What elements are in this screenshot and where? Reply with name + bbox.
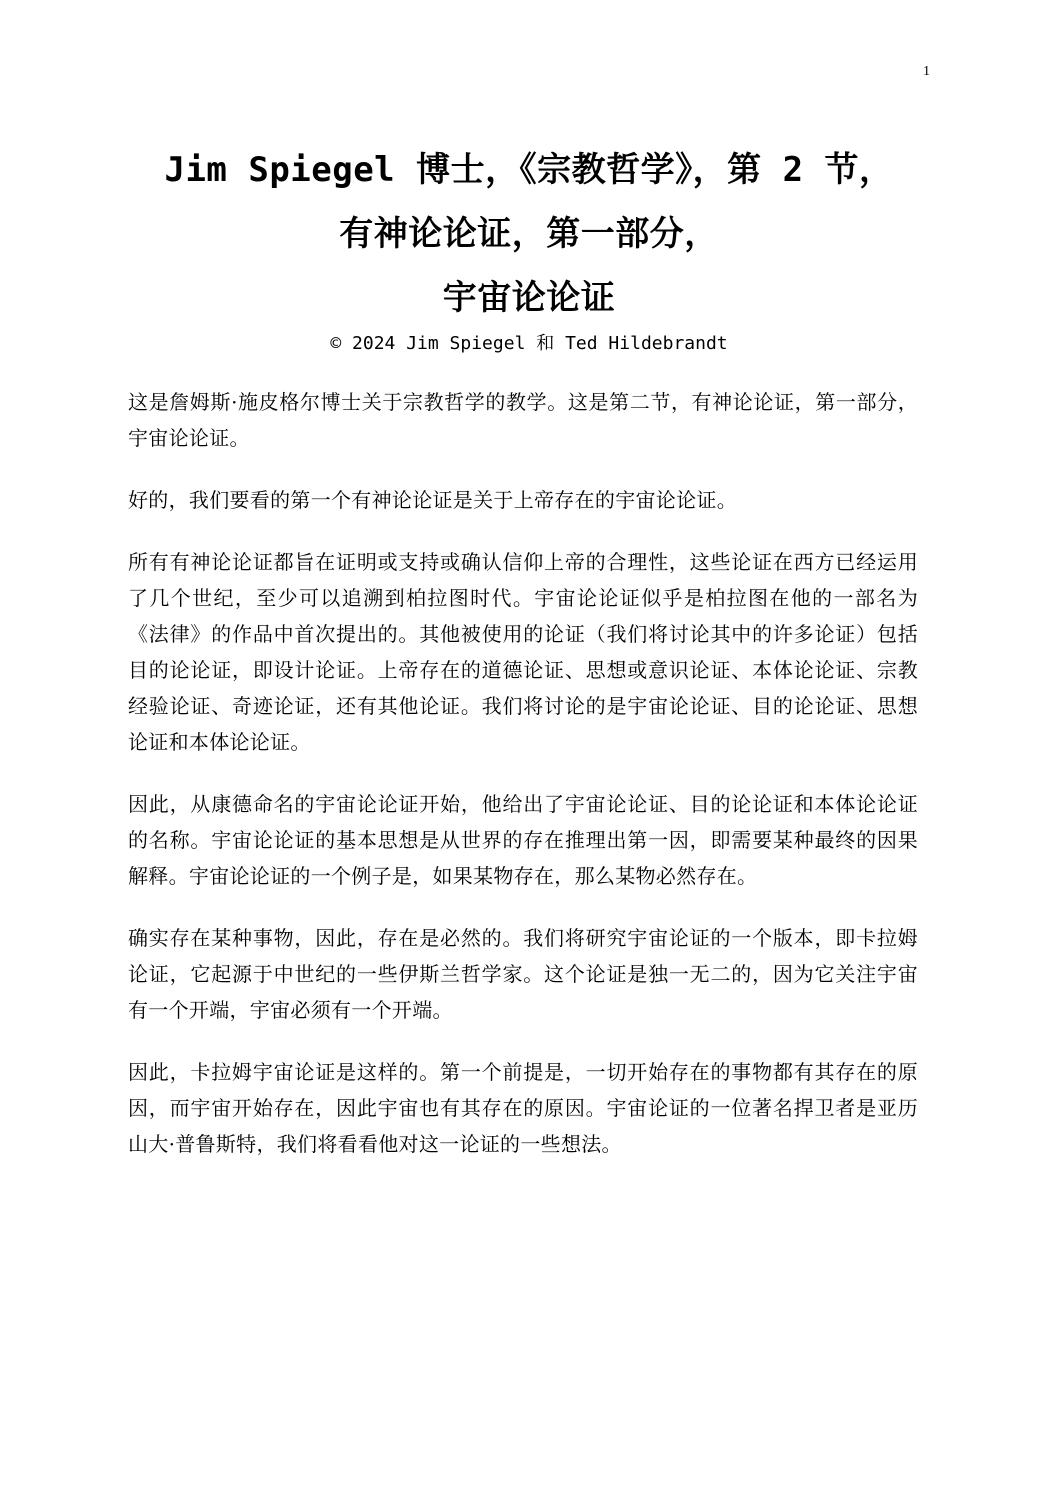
page-number: 1 <box>923 64 930 79</box>
title-line-3: 宇宙论论证 <box>442 278 616 318</box>
paragraph-2: 好的，我们要看的第一个有神论论证是关于上帝存在的宇宙论论证。 <box>128 488 737 512</box>
copyright-line: © 2024 Jim Spiegel 和 Ted Hildebrandt <box>330 333 728 354</box>
paragraph-3: 所有有神论论证都旨在证明或支持或确认信仰上帝的合理性，这些论证在西方已经运用了几个世纪，至少可以追溯到柏拉图时代。宇宙论论证似乎是柏拉图在他的一部名为《法律》的作品中首次提出的。其他被使用的论证（我们将讨论其中的许多论证）包括目的论论证，即设计论证。上帝存在的道德论证、思想或意识论证、本体论论证、宗教经验论证、奇迹论证，还有其他论证。我们将讨论的是宇宙论论证、目的论论证、思想论证和本体论论证。 <box>128 550 918 754</box>
paragraph-1: 这是詹姆斯·施皮格尔博士关于宗教哲学的教学。这是第二节，有神论论证，第一部分，宇宙论论证。 <box>128 390 918 450</box>
title-line-1: Jim Spiegel 博士，《宗教哲学》，第 2 节， <box>164 150 894 190</box>
paragraph-5: 确实存在某种事物，因此，存在是必然的。我们将研究宇宙论证的一个版本，即卡拉姆论证，它起源于中世纪的一些伊斯兰哲学家。这个论证是独一无二的，因为它关注宇宙有一个开端，宇宙必须有一个开端。 <box>128 926 918 1022</box>
title-block <box>0 138 1058 358</box>
body-content <box>128 384 918 1188</box>
title-line-2: 有神论论证，第一部分， <box>339 214 719 254</box>
paragraph-6: 因此，卡拉姆宇宙论证是这样的。第一个前提是，一切开始存在的事物都有其存在的原因，而宇宙开始存在，因此宇宙也有其存在的原因。宇宙论证的一位著名捍卫者是亚历山大·普鲁斯特，我们将看看他对这一论证的一些想法。 <box>128 1060 918 1156</box>
paragraph-4: 因此，从康德命名的宇宙论论证开始，他给出了宇宙论论证、目的论论证和本体论论证的名称。宇宙论论证的基本思想是从世界的存在推理出第一因，即需要某种最终的因果解释。宇宙论论证的一个例子是，如果某物存在，那么某物必然存在。 <box>128 792 918 888</box>
